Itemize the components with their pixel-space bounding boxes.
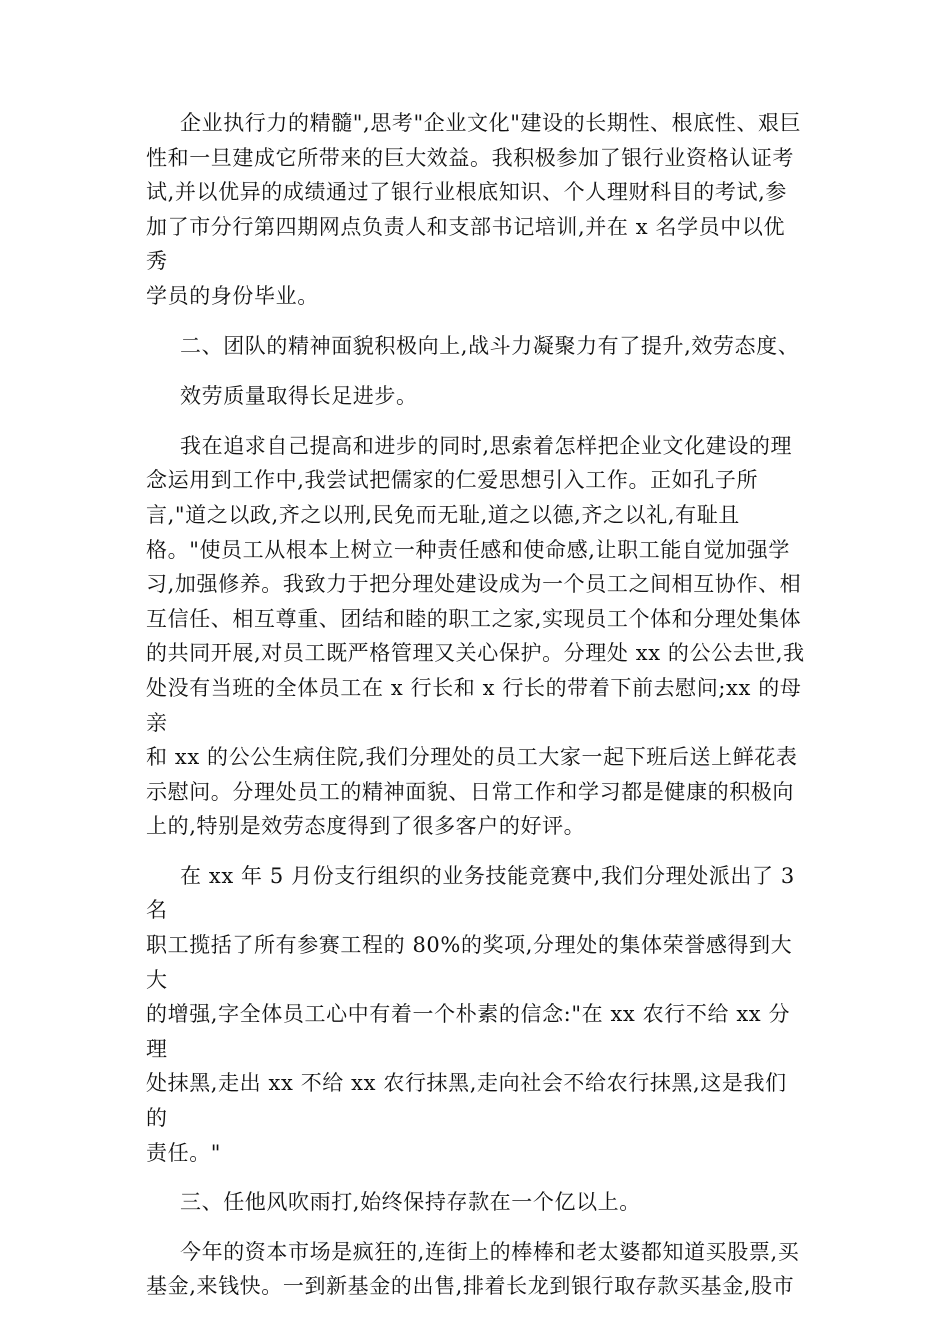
text-line: 上的,特别是效劳态度得到了很多客户的好评。 (146, 814, 586, 839)
text-line: 加了市分行第四期网点负责人和支部书记培训,并在 x 名学员中以优秀 (146, 214, 786, 274)
paragraph-4 (146, 859, 806, 1170)
text-line: 试,并以优异的成绩通过了银行业根底知识、个人理财科目的考试,参 (146, 180, 787, 205)
text-line: 在 xx 年 5 月份支行组织的业务技能竞赛中,我们分理处派出了 3 名 (146, 863, 795, 923)
text-line: 效劳质量取得长足进步。 (180, 384, 418, 409)
text-line: 我在追求自己提高和进步的同时,思索着怎样把企业文化建设的理 (180, 433, 793, 458)
text-line: 的增强,字全体员工心中有着一个朴素的信念:"在 xx 农行不给 xx 分理 (146, 1002, 791, 1061)
section-heading-2 (146, 329, 806, 364)
paragraph-3 (146, 429, 806, 844)
text-line: 今年的资本市场是疯狂的,连街上的棒棒和老太婆都知道买股票,买 (180, 1239, 800, 1264)
paragraph-6 (146, 1235, 806, 1304)
text-line: 示慰问。分理处员工的精神面貌、日常工作和学习都是健康的积极向 (146, 779, 794, 804)
text-line: 职工揽括了所有参赛工程的 80%的奖项,分理处的集体荣誉感得到大大 (146, 933, 793, 992)
text-line: 学员的身份毕业。 (146, 283, 319, 308)
text-line: 基金,来钱快。一到新基金的出售,排着长龙到银行取存款买基金,股市 (146, 1274, 795, 1299)
text-line: 三、任他风吹雨打,始终保持存款在一个亿以上。 (180, 1190, 641, 1215)
text-line: 格。"使员工从根本上树立一种责任感和使命感,让职工能自觉加强学 (146, 537, 790, 562)
section-heading-2-continued (146, 379, 806, 414)
text-line: 和 xx 的公公生病住院,我们分理处的员工大家一起下班后送上鲜花表 (146, 745, 798, 770)
text-line: 企业执行力的精髓",思考"企业文化"建设的长期性、根底性、艰巨 (180, 111, 802, 135)
text-line: 责任。" (146, 1140, 222, 1165)
text-line: 习,加强修养。我致力于把分理处建设成为一个员工之间相互协作、相 (146, 572, 802, 597)
text-line: 言,"道之以政,齐之以刑,民免而无耻,道之以德,齐之以礼,有耻且 (146, 502, 740, 527)
document-page (146, 106, 806, 1304)
paragraph-1 (146, 106, 806, 314)
text-line: 念运用到工作中,我尝试把儒家的仁爱思想引入工作。正如孔子所 (146, 468, 759, 493)
text-line: 互信任、相互尊重、团结和睦的职工之家,实现员工个体和分理处集体 (146, 606, 802, 631)
text-line: 性和一旦建成它所带来的巨大效益。我积极参加了银行业资格认证考 (146, 145, 794, 170)
section-heading-3 (146, 1185, 806, 1220)
text-line: 二、团队的精神面貌积极向上,战斗力凝聚力有了提升,效劳态度、 (180, 333, 800, 358)
text-line: 处抹黑,走出 xx 不给 xx 农行抹黑,走向社会不给农行抹黑,这是我们的 (146, 1071, 787, 1131)
text-line: 的共同开展,对员工既严格管理又关心保护。分理处 xx 的公公去世,我 (146, 641, 805, 666)
text-line: 处没有当班的全体员工在 x 行长和 x 行长的带着下前去慰问;xx 的母亲 (146, 675, 802, 735)
